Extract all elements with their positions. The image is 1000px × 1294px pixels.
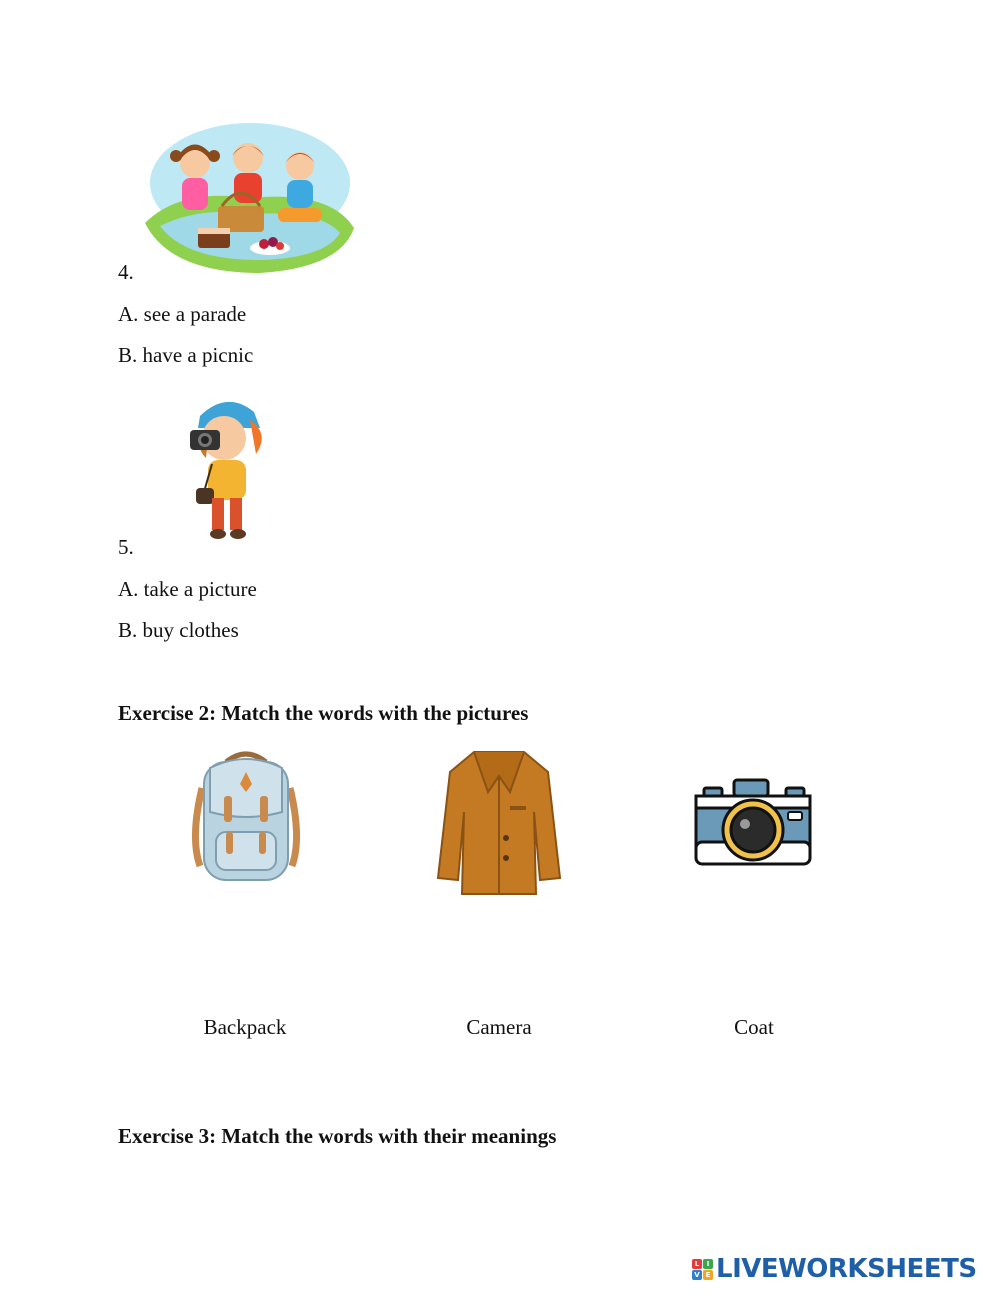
- word-camera[interactable]: Camera: [466, 1015, 532, 1039]
- question-5-number: 5.: [118, 535, 134, 559]
- word-backpack[interactable]: Backpack: [203, 1015, 287, 1039]
- question-4-option-a[interactable]: A. see a parade: [118, 302, 247, 326]
- logo-letter-v: V: [692, 1270, 702, 1280]
- photographer-child-image: [182, 394, 272, 542]
- logo-letter-l: L: [692, 1259, 702, 1269]
- coat-image[interactable]: [436, 746, 562, 896]
- logo-mark-icon: [692, 1259, 713, 1280]
- question-4-number: 4.: [118, 260, 134, 284]
- backpack-image[interactable]: [186, 748, 306, 884]
- logo-text: LIVEWORKSHEETS: [716, 1254, 977, 1284]
- logo-letter-i: I: [703, 1259, 713, 1269]
- picnic-image: [140, 118, 358, 278]
- liveworksheets-logo[interactable]: [692, 1254, 977, 1284]
- camera-image[interactable]: [694, 778, 812, 868]
- question-5-option-a[interactable]: A. take a picture: [118, 577, 257, 601]
- question-4-option-b[interactable]: B. have a picnic: [118, 343, 254, 367]
- logo-letter-e: E: [703, 1270, 713, 1280]
- question-5-option-b[interactable]: B. buy clothes: [118, 618, 239, 642]
- exercise-3-heading: Exercise 3: Match the words with their meanings: [118, 1124, 557, 1148]
- exercise-2-heading: Exercise 2: Match the words with the pictures: [118, 701, 529, 725]
- word-coat[interactable]: Coat: [734, 1015, 774, 1039]
